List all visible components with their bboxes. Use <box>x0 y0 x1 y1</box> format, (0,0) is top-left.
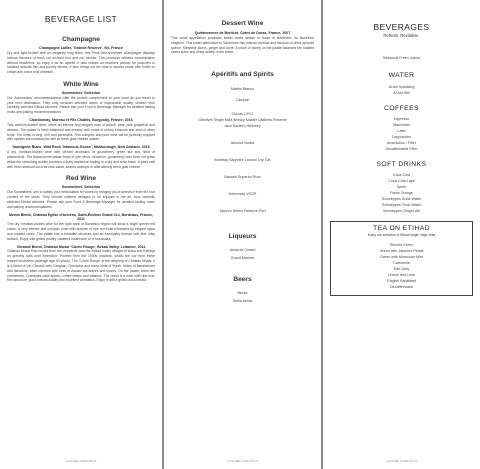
red-item-2-desc: Château Musar Red comes from the vineyards near the Bekaa Valley villages of Aana and Kefraya on gravelly soils over limestone. Planted from the 1930s onwards, yields are low from these mature bushvines (average age 40 years). The 'Cuvée Rouge' is the offspring of Château Musar, it is a blend of Vin Cinsault with Carignan, Grenache and some hints of Syrah. Notes of blackberries and damsons, bitter cherries with hints of Assam tea leaves and cloves. On the palate, there are cranberries, Christmas cake spices, coffee beans and tobacco. The result is a wine with ripe fruit, firm structure, good natural acidity and excellent aromatics. Enjoy it with a grilled duck breast. <box>7 249 155 283</box>
list-item: Bombay Sapphire London Dry Gin <box>214 158 271 163</box>
list-item: Schweppes Soda Water <box>381 197 422 201</box>
list-item: Jack Daniel's Whiskey <box>224 124 261 129</box>
list-item: Amarula Cream <box>229 248 256 253</box>
beverages-subtitle: Refresh. Revitalise. <box>383 33 420 38</box>
water-list <box>330 85 473 95</box>
middle-footer-code: LH 01-REF 4-1000-2077-6 <box>227 460 258 463</box>
white-selection-desc: Our Sommeliers' recommendations offer the perfect complement to your meal as you travel to your next destination. They only consider selected wines of impeccable quality, chosen from carefully selected Etihad wineries. Please ask your Food & Beverage Manager for detailed tasting notes and pairing recommendations. <box>7 95 155 115</box>
white-item-1-title: Chardonnay, Moreau et Fils Chablis, Burgundy, France, 2016 <box>29 118 133 123</box>
white-item-2-desc: A dry, medium-bodied wine with vibrant aromatics of gooseberry green tea and hints of passionfruit. The flavoursome palate burst of ripe citrus, nectarine, gooseberry and fresh cut grass whilst the refreshing acidity provides a lively backbone ending in a dry and crisp finish. It pairs well with fresh seafood such as crab salad, seared scallops or alternatively fresh goat cheese. <box>7 150 155 169</box>
list-item: Green with Jasmine Petals <box>379 249 424 253</box>
list-item: Cappuccino <box>391 135 412 139</box>
tea-heading: TEA ON ETIHAD <box>373 225 430 232</box>
red-wine-heading: Red Wine <box>66 175 96 183</box>
list-item: Stella Artois <box>232 299 253 304</box>
beers-heading: Beers <box>233 276 252 284</box>
coffees-list <box>330 117 473 151</box>
right-panel <box>323 0 480 469</box>
list-item: Schweppes Tonic Water <box>381 203 422 207</box>
list-item: Schweppes Ginger Ale <box>382 209 421 213</box>
left-panel <box>0 0 162 469</box>
list-item: Campari <box>235 98 250 103</box>
list-item: Taylor's Select Reserve Port <box>219 209 266 214</box>
tea-subtitle: Enjoy our selection of Etihad single origin teas <box>367 233 436 237</box>
liqueurs-heading: Liqueurs <box>228 233 257 241</box>
coffees-heading: COFFEES <box>384 105 419 112</box>
red-selection-desc: Our Sommeliers' aim to satisfy your enthusiasm for wines by bringing you a selection from the four corners of the world. They choose cellared vintages to be enjoyed in the air, from carefully selected Etihad wineries. Please ask your Food & Beverage Manager for detailed tasting notes and pairing recommendations. <box>7 190 155 209</box>
dessert-item-desc: This small appellation produces sweet wines similar to those of Bordeaux, its illustrious neighbor. This smart alternative to Sauternes has intense aromas and flavours of dried apricots quince, Mirabelle plums, ginger and clove. A touch of honey on the palate balances the toasted sweet spice and zesty acidity of the finish. <box>171 35 314 55</box>
list-item: Martini Bianco <box>230 87 255 92</box>
list-item: Sprite <box>396 185 407 189</box>
list-item: Hennessy VSOP <box>228 192 257 197</box>
list-item: Americano / Filter <box>387 141 416 145</box>
white-sommeliers-selection: Sommeliers' Selection <box>61 90 101 95</box>
dessert-wine-heading: Dessert Wine <box>221 20 264 27</box>
white-item-1-desc: This medium-bodied wine, offers an intense and elegant nose of peach, pear, pink grapefruit and almond. The palate is fresh balanced and creamy with notes of cherry blossom and zest of citrus fruits. The finish is long, rich and persistent. This complex and pure wine will be perfectly enjoyed with oysters and seafood as well as fresh goat cheese salads. <box>7 122 155 142</box>
white-item-2-title: Sauvignon Blanc, Wild Rock 'Infamous Goose', Marlborough, New Zealand, 2015 <box>12 145 150 150</box>
list-item: Camomile <box>393 261 410 265</box>
list-item: Macchiato <box>393 123 410 127</box>
red-item-1-title: Merlot Blend, Château Eglise d'Armens, Saint-Émilion Grand Cru, Bordeaux, France, 2011 <box>8 212 154 222</box>
list-item: Decaffeinated Filter <box>385 147 418 151</box>
list-item: Chivas 12YO <box>231 112 254 117</box>
list-item: Decaffeinated <box>390 285 413 289</box>
water-heading: WATER <box>388 72 415 79</box>
champagne-item-title: Champagne Lallier, 'Grande Réserve', NV, France <box>39 46 123 50</box>
page-title: BEVERAGE LIST <box>44 14 118 24</box>
champagne-heading: Champagne <box>62 36 100 43</box>
red-item-1-desc: This dry, medium-bodied wine for the right bank of Bordeaux region will show a bright garnet red colour. A very intense and complex nose with aromas of ripe red fruits enhanced by elegant spice and roasted notes. The palate has a beautiful structure and an exemplary finesse with fine, silky tannins. Enjoy with grilled poultry, sautéed mushroom or a moussaka. <box>7 222 155 241</box>
soft-drinks-list <box>330 173 473 213</box>
list-item: Latte <box>397 129 406 133</box>
seasonal-juices: Seasonal Fresh Juices <box>382 56 421 60</box>
list-item: Lemon and Lime <box>387 273 416 277</box>
list-item: Fanta Orange <box>390 191 413 195</box>
list-item: Espresso <box>393 117 410 121</box>
list-item: English Breakfast <box>387 279 416 283</box>
list-item: Coca-Cola <box>392 173 411 177</box>
champagne-item-desc: Dry and light-bodied with an elegantly long finish, this Pinot Noir-dominant champagne displays intense flavours of fresh cut orchard fruit and red berries. This producer delivers concentration without heaviness, so enjoy it as an aperitif. It also makes an excellent partner for poached or sautéed delicate fish and poultry dishes. It also brings out the best in sauces made with butter or cream and cow's milk cheeses. <box>7 50 155 75</box>
tea-box <box>330 221 473 296</box>
soft-drinks-heading: SOFT DRINKS <box>376 161 427 168</box>
beverages-title: BEVERAGES <box>373 22 430 32</box>
dessert-item-title: Quintessence de Berticot, Côtes de Duras, France, 2007 <box>194 31 291 35</box>
red-sommeliers-selection: Sommeliers' Selection <box>61 185 101 190</box>
right-footer-code: LH 01-REF 4-1000-2077-6 <box>386 460 417 463</box>
aperitifs-heading: Apéritifs and Spirits <box>211 71 274 79</box>
list-item: Grand Marnier <box>230 256 255 261</box>
list-item: Al Ain Sparkling <box>388 85 415 89</box>
tea-list <box>331 243 472 289</box>
list-item: Bacardi Superior Rum <box>224 175 261 180</box>
aperitifs-list <box>171 87 314 213</box>
red-item-2-title: Cinsault Blend, Château Musar 'Cuvée Rouge', Bekaa Valley, Lebanon, 2011 <box>16 244 146 249</box>
left-footer-code: LH 01-REF 4-1000-2077-6 <box>65 460 97 463</box>
liqueurs-list <box>171 248 314 260</box>
middle-panel <box>164 0 321 469</box>
list-item: Earl Grey <box>393 267 410 271</box>
list-item: Absolut Vodka <box>230 141 255 146</box>
white-wine-heading: White Wine <box>63 80 99 88</box>
list-item: Coca-Cola Light <box>388 179 415 183</box>
beers-list <box>171 291 314 303</box>
list-item: Al Ain Still <box>393 91 410 95</box>
list-item: Glenlivet Single Malt Whisky Master Distillers Reserve <box>198 118 287 123</box>
list-item: Becks <box>237 291 248 296</box>
list-item: Sencha Green <box>389 243 414 247</box>
list-item: Green with Moroccan Mint <box>379 255 424 259</box>
